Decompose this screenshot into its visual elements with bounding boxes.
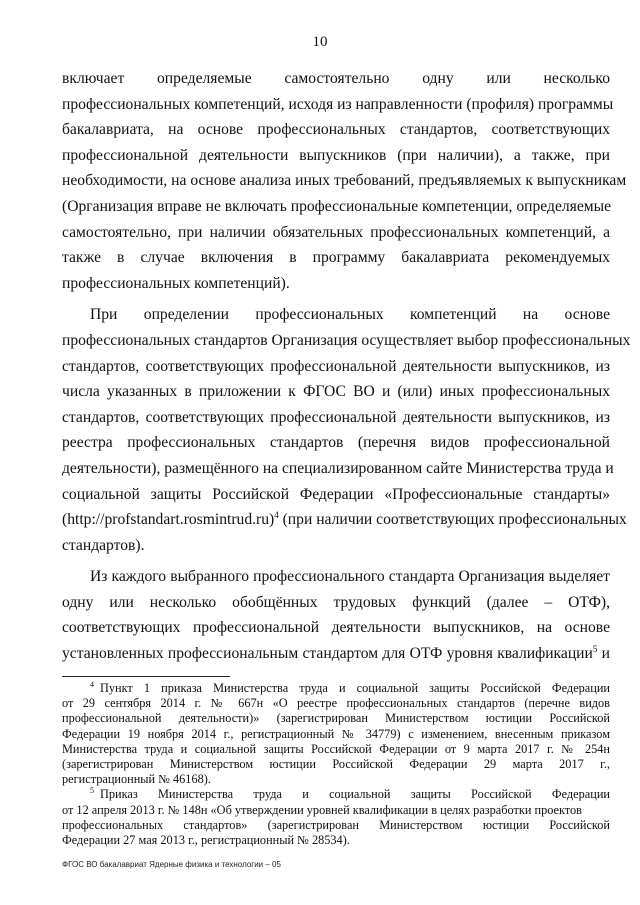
text-line: (Организация вправе не включать профессиональные компетенции, определяемые (62, 197, 612, 215)
text-line: социальной защиты Российской Федерации «Профессиональные стандарты» (62, 485, 610, 503)
text-line: стандартов, соответствующих профессиональной деятельности выпускников, из (62, 357, 610, 375)
body-text (62, 66, 631, 667)
text-head: установленных профессиональным стандартом для ОТФ уровня квалификации (62, 645, 593, 663)
footnote-text: Пункт 1 приказа Министерства труда и социальной защиты Российской Федерации (100, 681, 610, 695)
text-line: профессиональной деятельности выпускников (при наличии), а также, при (62, 146, 610, 164)
footnote-line: Федерации 27 мая 2013 г., регистрационный № 28534). (62, 833, 350, 848)
text-line: одну или несколько обобщённых трудовых функций (далее – ОТФ), (62, 593, 610, 611)
text-line: соответствующих профессиональной деятельности выпускников, на основе (62, 619, 610, 637)
text-line: профессиональных компетенций). (62, 274, 290, 292)
footnote-mark: 5 (90, 786, 94, 796)
footnote-5 (62, 787, 610, 848)
paragraph-2 (62, 302, 631, 558)
text-line: также в случае включения в программу бакалавриата рекомендуемых (62, 249, 610, 267)
page-footer: ФГОС ВО бакалавриат Ядерные физика и технологии – 05 (62, 860, 281, 869)
footnote-mark: 4 (90, 680, 94, 689)
footnote-line: (зарегистрирован Министерством юстиции Российской Федерации 29 марта 2017 г., (62, 757, 610, 772)
text-tail: и (597, 645, 610, 663)
page-number: 10 (312, 34, 328, 50)
text-line-with-footnote-ref (62, 641, 610, 667)
text-line: стандартов). (62, 536, 145, 554)
paragraph-1 (62, 66, 627, 296)
footnote-line: Федерации 19 ноября 2014 г., регистрационный № 34779) с изменением, внесенным приказом (62, 726, 610, 741)
footnote-line: профессиональных стандартов» (зарегистрирован Министерством юстиции Российской (62, 817, 610, 832)
text-line: числа указанных в приложении к ФГОС ВО и (или) иных профессиональных (62, 383, 610, 401)
text-line: включает определяемые самостоятельно одну или несколько (62, 70, 610, 87)
text-line: При определении профессиональных компетенций на основе (90, 306, 610, 324)
footnote-text: Приказ Министерства труда и социальной защиты Российской Федерации (100, 787, 610, 802)
text-line: деятельности), размещённого на специализированном сайте Министерства труда и (62, 459, 614, 477)
footnote-ref-4: 4 (274, 510, 279, 521)
text-line: бакалавриата, на основе профессиональных стандартов, соответствующих (62, 121, 610, 139)
footnote-separator (62, 676, 230, 677)
url-text: (http://profstandart.rosmintrud.ru) (62, 511, 275, 529)
text-line-with-footnote-ref (62, 507, 627, 533)
footnote-line (62, 787, 610, 802)
footnote-line: Министерства труда и социальной защиты Российской Федерации от 9 марта 2017 г. № 254н (62, 741, 610, 756)
footnote-line: регистрационный № 46168). (62, 772, 211, 787)
footnote-line: от 29 сентября 2014 г. № 667н «О реестре профессиональных стандартов (перечне видов (62, 696, 610, 711)
text-line: реестра профессиональных стандартов (перечня видов профессиональной (62, 434, 610, 452)
footnotes (62, 681, 610, 848)
paragraph-3 (62, 564, 610, 666)
footnote-line: от 12 апреля 2013 г. № 148н «Об утверждении уровней квалификации в целях разработки проектов (62, 802, 582, 817)
footnote-ref-5: 5 (592, 644, 598, 655)
footnote-line: профессиональной деятельности)» (зарегистрирован Министерством юстиции Российской (62, 711, 610, 726)
text-line: необходимости, на основе анализа иных требований, предъявляемых к выпускникам (62, 172, 627, 190)
text-line: профессиональных стандартов Организация осуществляет выбор профессиональных (62, 331, 631, 349)
text-line: стандартов, соответствующих профессиональной деятельности выпускников, из (62, 408, 610, 426)
text-tail: (при наличии соответствующих профессиональных (278, 511, 627, 529)
text-line: Из каждого выбранного профессионального стандарта Организация выделяет (90, 568, 610, 586)
footnote-4 (62, 681, 610, 787)
footnote-line (62, 681, 610, 696)
text-line: самостоятельно, при наличии обязательных профессиональных компетенций, а (62, 223, 610, 241)
text-line: профессиональных компетенций, исходя из направленности (профиля) программы (62, 95, 614, 113)
